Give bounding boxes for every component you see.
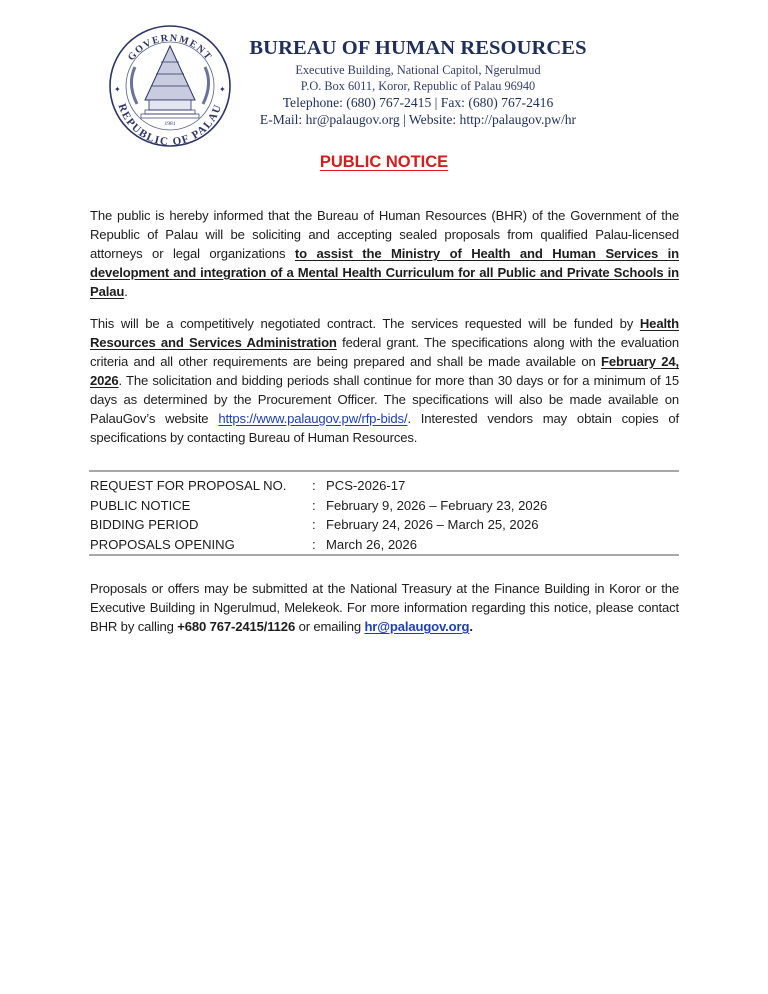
address-line-1: Executive Building, National Capitol, Ngerulmud [295,63,541,77]
table-bottom-rule [89,554,679,556]
table-top-rule [89,470,679,472]
intro-text: The public is hereby informed that the Bureau of Human Resources (BHR) of the Government of the Republic of Palau will be soliciting and accepting sealed proposals from qualified Palau-licensed attorneys or legal organizations [90,208,679,261]
notice-title: PUBLIC NOTICE [319,153,449,171]
contract-text-4: . Interested vendors may obtain copies of specifications by contacting Bureau of Human Resources. [90,411,680,445]
info-label: PROPOSALS OPENING [90,536,235,552]
intro-paragraph [90,206,679,301]
info-separator: : [312,536,316,552]
phone-fax-line: Telephone: (680) 767-2415 | Fax: (680) 767-2416 [282,95,554,110]
rfp-bids-link[interactable]: https://www.palaugov.pw/rfp-bids/ [218,411,408,426]
svg-text:✦: ✦ [114,85,121,94]
submission-text-1: Proposals or offers may be submitted at the National Treasury at the Finance Building in Koror or the Executive Building in Ngerulmud, Melekeok. For more information regarding this notice, please contact BHR by calling [90,581,679,634]
seal-bottom-text: REPUBLIC OF PALAU [115,102,225,149]
funder-name: Health Resources and Services Administration [90,316,679,350]
info-value: February 24, 2026 – March 25, 2026 [326,517,539,533]
republic-of-palau-seal-icon [95,22,245,150]
address-line-2: P.O. Box 6011, Koror, Republic of Palau 96940 [300,79,536,93]
seal-year: 1981 [164,121,176,127]
contract-text-2: federal grant. The specifications along with the evaluation criteria and all other requirements are being prepared and shall be made available on [90,335,679,369]
email-website-line: E-Mail: hr@palaugov.org | Website: http://palaugov.pw/hr [259,112,577,127]
info-value: March 26, 2026 [326,536,417,552]
contract-paragraph [90,314,679,447]
info-row-proposals-opening [90,535,680,555]
contract-text-3: . The solicitation and bidding periods shall continue for more than 30 days or for a minimum of 15 days as determined by the Procurement Officer. The specifications will also be made available on PalauGov’s website [90,373,679,426]
contact-phone: +680 767-2415/1126 [177,619,296,634]
contract-text-1: This will be a competitively negotiated contract. The services requested will be funded by [90,316,640,331]
info-label: REQUEST FOR PROPOSAL NO. [90,478,287,494]
info-separator: : [312,497,316,513]
bureau-name: BUREAU OF HUMAN RESOURCES [249,37,587,59]
info-separator: : [312,478,316,494]
info-row-rfp-number [90,476,680,496]
info-row-public-notice [90,496,680,516]
availability-date: February 24, 2026 [90,354,679,388]
info-value: PCS-2026-17 [326,478,406,494]
info-value: February 9, 2026 – February 23, 2026 [326,497,548,513]
submission-text-2: or emailing [295,619,365,634]
info-row-bidding-period [90,515,680,535]
contact-email-link[interactable]: hr@palaugov.org [364,619,470,634]
info-label: BIDDING PERIOD [90,517,199,533]
info-separator: : [312,517,316,533]
intro-end: . [124,284,128,299]
submission-end: . [469,619,473,634]
info-label: PUBLIC NOTICE [90,497,191,513]
letterhead [248,36,588,128]
svg-text:✦: ✦ [219,85,226,94]
submission-paragraph [90,579,679,636]
seal-top-text: GOVERNMENT [125,32,215,64]
rfp-info-table [90,476,680,554]
purpose-emphasis: to assist the Ministry of Health and Human Services in development and integration of a Mental Health Curriculum for all Public and Private Schools in Palau [90,246,680,299]
